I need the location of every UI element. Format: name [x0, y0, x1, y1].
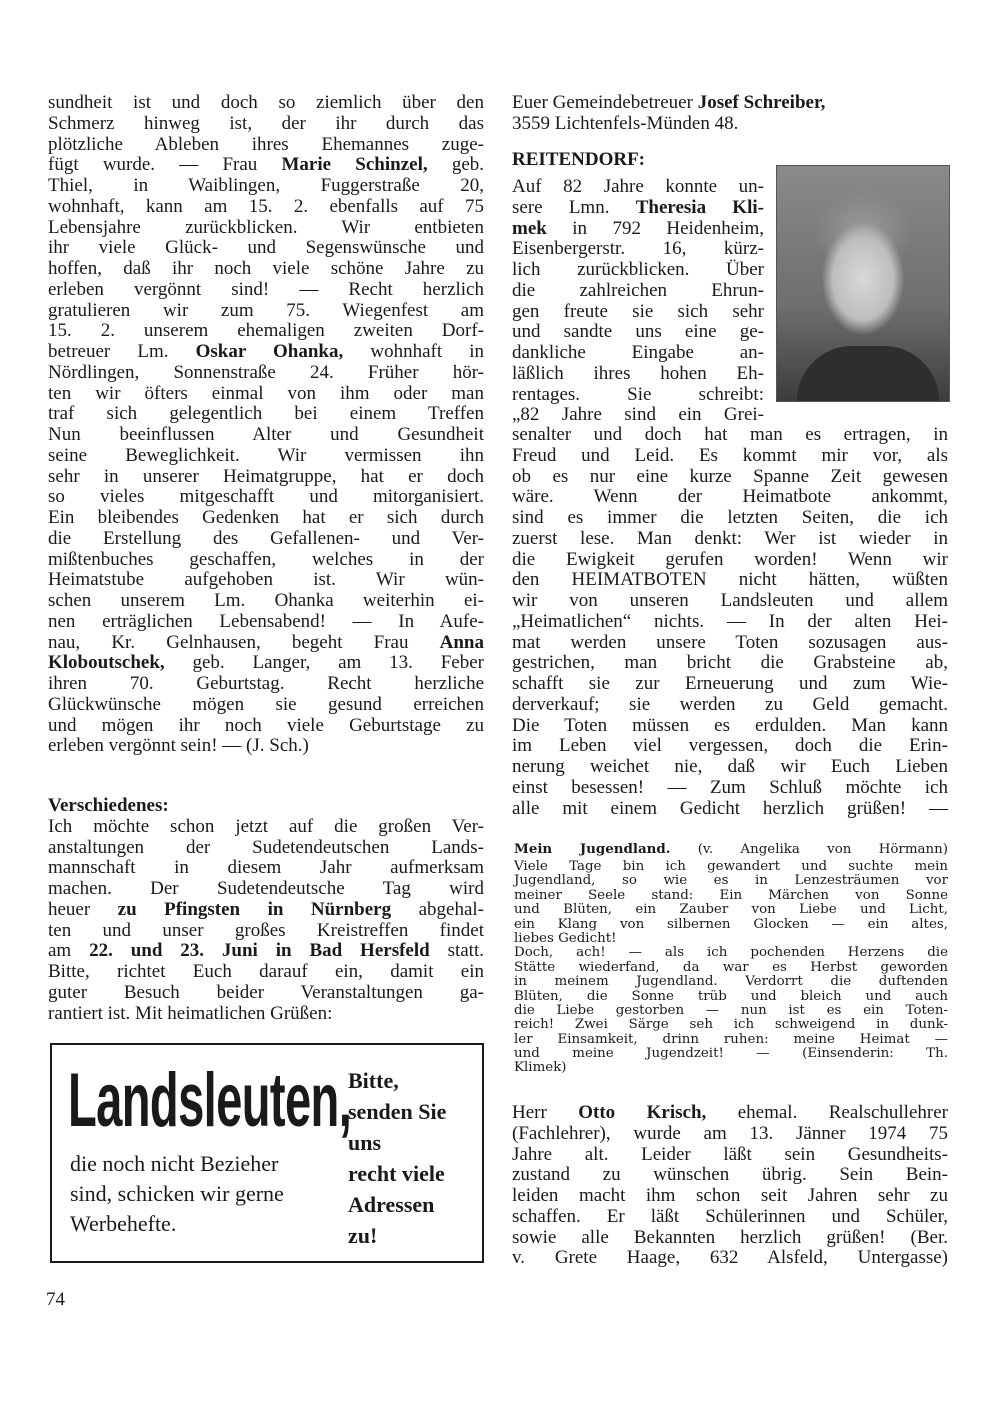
- text-line: ten und unser großes Kreistreffen findet: [48, 919, 484, 941]
- poem-stanza: [514, 860, 948, 946]
- bold-name: Marie Schinzel,: [281, 154, 428, 176]
- article-birthdays: [48, 93, 484, 757]
- article-reitendorf-letter: [512, 425, 948, 819]
- text-line: traf sich gelegentlich bei einem Treffen: [48, 403, 484, 425]
- text-line: Thiel, in Waiblingen, Fuggerstraße 20,: [48, 175, 484, 196]
- advert-request-line: senden Sie: [348, 1099, 447, 1124]
- poem-title-line: [514, 840, 948, 860]
- text-line: und sandte uns eine ge-: [512, 321, 764, 343]
- text-line: rentages. Sie schreibt:: [512, 383, 764, 405]
- text-line: dankliche Eingabe an-: [512, 342, 764, 363]
- text-line: läßlich ihres hohen Eh-: [512, 362, 764, 384]
- text-line: Bitte, richtet Euch darauf ein, damit ein: [48, 961, 484, 982]
- bold-name: Anna: [439, 631, 484, 653]
- text-line: sere Lmn. Theresia Kli-: [512, 196, 764, 218]
- left-column: [48, 93, 484, 1024]
- text-line: so vieles mitgeschafft und mitorganisiert.: [48, 486, 484, 508]
- advert-subtext: [70, 1149, 284, 1239]
- text-line: schafft sie zur Erneuerung und zum Wie-: [512, 673, 948, 694]
- text-line: liebes Gedicht!: [514, 930, 617, 946]
- text-line: Herr Otto Krisch, ehemal. Realschullehrer: [512, 1102, 948, 1123]
- text-line: Schmerz hinweg ist, der ihr durch das: [48, 112, 484, 134]
- text-line: den HEIMATBOTEN nicht hätten, wüßten: [512, 569, 948, 591]
- text-line: heuer zu Pfingsten in Nürnberg abgehal-: [48, 898, 484, 920]
- text-line: nerung weichet nie, daß wir Euch Lieben: [512, 756, 948, 777]
- poem-author: (v. Angelika von Hörmann): [697, 842, 948, 857]
- advert-request-line: Bitte,: [348, 1068, 399, 1093]
- text-line: wohnhaft, kann am 15. 2. ebenfalls auf 75: [48, 195, 484, 217]
- advert-request: [348, 1065, 446, 1251]
- article-reitendorf-intro: [512, 177, 764, 426]
- advert-request-line: uns: [348, 1130, 382, 1155]
- text-line: Freud und Leid. Es kommt mir vor, als: [512, 444, 948, 466]
- text-line: ob es nur eine kurze Spanne Zeit gewesen: [512, 465, 948, 487]
- bold-name: mek: [512, 217, 547, 239]
- text-line: Ich möchte schon jetzt auf die großen Ver-: [48, 815, 484, 837]
- text-line: mißtenbuches geschaffen, welches in der: [48, 548, 484, 570]
- text-line: Nun beeinflussen Alter und Gesundheit: [48, 424, 484, 445]
- text-line: (Fachlehrer), wurde am 13. Jänner 1974 75: [512, 1122, 948, 1144]
- text-line: schaffen. Er läßt Schülerinnen und Schüler,: [512, 1205, 948, 1227]
- text-line: betreuer Lm. Oskar Ohanka, wohnhaft in: [48, 341, 484, 362]
- text-line: gestrichen, man bricht die Grabsteine ab,: [512, 652, 948, 674]
- text-line: mek in 792 Heidenheim,: [512, 217, 764, 239]
- text-line: schen unserem Lm. Ohanka weiterhin ei-: [48, 590, 484, 611]
- text-line: Heimatstube aufgehoben ist. Wir wün-: [48, 569, 484, 591]
- text-line: 3559 Lichtenfels-Münden 48.: [512, 112, 739, 134]
- bold-name: Otto Krisch,: [578, 1102, 707, 1123]
- text-line: und meine Jugendzeit! — (Einsenderin: Th.: [514, 1046, 948, 1062]
- text-line: in meinem Jugendland. Verdorrt die duftenden: [514, 974, 948, 990]
- text-line: reich! Zwei Särge seh ich schweigend in dunk-: [514, 1017, 948, 1033]
- text-line: und mögen ihr noch viele Geburtstage zu: [48, 714, 484, 736]
- text-line: die Liebe gestorben — nun ist es ein Toten-: [514, 1002, 948, 1018]
- text-line: ler Einsamkeit, drinn ruhen: meine Heimat —: [514, 1031, 948, 1047]
- text-line: wir von unseren Landsleuten und allem: [512, 590, 948, 611]
- signature-block: [512, 93, 948, 135]
- text-line: ihren 70. Geburtstag. Recht herzliche: [48, 673, 484, 694]
- text-line: zuerst lese. Man denkt: Wer ist wieder in: [512, 527, 948, 549]
- text-line: senalter und doch hat man es ertragen, in: [512, 424, 948, 445]
- text-line: Euer Gemeindebetreuer Josef Schreiber,: [512, 92, 826, 113]
- advert-headline: Landsleuten,: [68, 1058, 352, 1143]
- poem-stanza: [514, 946, 948, 1076]
- bold-name: Theresia Kli-: [635, 196, 764, 218]
- bold-name: zu Pfingsten in Nürnberg: [117, 898, 392, 920]
- advert-request-line: recht viele: [348, 1161, 445, 1186]
- portrait-photo: [776, 165, 950, 402]
- text-line: Klimek): [514, 1060, 567, 1076]
- text-line: wäre. Wenn der Heimatbote ankommt,: [512, 486, 948, 508]
- text-line: Viele Tage bin ich gewandert und suchte mein: [514, 859, 948, 874]
- text-line: Nördlingen, Sonnenstraße 24. Früher hör-: [48, 361, 484, 383]
- text-line: Glückwünsche mögen sie gesund erreichen: [48, 693, 484, 715]
- text-line: Jahre alt. Leider läßt sein Gesundheits-: [512, 1143, 948, 1165]
- bold-name: Josef Schreiber,: [697, 92, 826, 113]
- text-line: fügt wurde. — Frau Marie Schinzel, geb.: [48, 154, 485, 176]
- text-line: guter Besuch beider Veranstaltungen ga-: [48, 981, 484, 1003]
- text-line: derverkauf; sie werden zu Geld gemacht.: [512, 693, 948, 715]
- text-line: Eisenbergerstr. 16, kürz-: [512, 238, 764, 260]
- text-line: die Erstellung des Gefallenen- und Ver-: [48, 527, 484, 549]
- text-line: am 22. und 23. Juni in Bad Hersfeld statt.: [48, 940, 484, 962]
- text-line: ihr viele Glück- und Segenswünsche und: [48, 237, 484, 259]
- text-line: hoffen, daß ihr noch viele schöne Jahre zu: [48, 258, 484, 279]
- page-number: 74: [46, 1289, 65, 1310]
- bold-name: Oskar Ohanka,: [195, 341, 344, 362]
- advert-request-line: Adressen: [348, 1192, 435, 1217]
- text-line: sehr in unserer Heimatgruppe, hat er doch: [48, 465, 484, 487]
- text-line: zustand zu wünschen übrig. Sein Bein-: [512, 1164, 948, 1186]
- text-line: anstaltungen der Sudetendeutschen Lands-: [48, 836, 484, 858]
- text-line: Die Toten müssen es erdulden. Man kann: [512, 714, 948, 736]
- text-line: gratulieren wir zum 75. Wiegenfest am: [48, 299, 484, 321]
- text-line: mat werden unsere Toten sozusagen aus-: [512, 631, 948, 653]
- text-line: Kloboutschek, geb. Langer, am 13. Feber: [48, 652, 484, 674]
- advert-sub-line: die noch nicht Bezieher: [70, 1151, 279, 1176]
- text-line: nen erträglichen Lebensabend! — In Aufe-: [48, 610, 484, 632]
- text-line: ein Klang von silbernen Glocken — ein altes,: [514, 916, 948, 932]
- text-line: „82 Jahre sind ein Grei-: [512, 404, 764, 426]
- text-line: Doch, ach! — als ich pochenden Herzens die: [514, 945, 948, 961]
- section-heading-reitendorf: REITENDORF:: [512, 149, 646, 170]
- text-line: im Leben viel vergessen, doch die Erin-: [512, 735, 948, 757]
- text-line: leiden macht ihm schon seit Jahren sehr zu: [512, 1185, 948, 1206]
- text-line: die zahlreichen Ehrun-: [512, 279, 764, 301]
- text-line: erleben vergönnt sein! — (J. Sch.): [48, 735, 309, 757]
- text-line: gen freute sie sich sehr: [512, 300, 764, 322]
- text-line: mannschaft in diesem Jahr aufmerksam: [48, 857, 484, 879]
- advert-sub-line: Werbehefte.: [70, 1211, 177, 1236]
- text-line: Auf 82 Jahre konnte un-: [512, 176, 764, 197]
- text-line: und Blüten, ein Zauber von Liebe und Licht,: [514, 902, 948, 918]
- text-line: sowie alle Bekannten herzlich grüßen! (Ber.: [512, 1226, 948, 1248]
- text-line: meiner Seele stand: Ein Märchen von Sonne: [514, 887, 948, 903]
- poem-title: Mein Jugendland.: [514, 841, 671, 857]
- text-line: einst besessen! — Zum Schluß möchte ich: [512, 776, 948, 798]
- text-line: 15. 2. unserem ehemaligen zweiten Dorf-: [48, 320, 484, 342]
- text-line: Jugendland, so wie es in Lenzesträumen vor: [514, 873, 948, 889]
- article-verschiedenes: [48, 817, 484, 1025]
- bold-name: 22. und 23. Juni in Bad Hersfeld: [89, 940, 430, 962]
- text-line: seine Beweglichkeit. Wir vermissen ihn: [48, 444, 484, 466]
- section-heading-verschiedenes: Verschiedenes:: [48, 795, 169, 816]
- text-line: Blüten, die Sonne trüb und bleich und auch: [514, 988, 948, 1004]
- text-line: rantiert ist. Mit heimatlichen Grüßen:: [48, 1002, 333, 1024]
- text-line: Ein bleibendes Gedenken hat er sich durch: [48, 507, 484, 528]
- advert-request-line: zu!: [348, 1223, 378, 1248]
- poem-mein-jugendland: [514, 840, 948, 1076]
- advert-box: [50, 1043, 484, 1263]
- text-line: Lebensjahre zurückblicken. Wir entbieten: [48, 216, 484, 238]
- text-line: machen. Der Sudetendeutsche Tag wird: [48, 878, 484, 899]
- text-line: „Heimatlichen“ nichts. — In der alten Hei-: [512, 610, 948, 632]
- text-line: plötzliche Ableben ihres Ehemannes zuge-: [48, 133, 484, 155]
- text-line: Stätte wiederfand, da war es Herbst geworden: [514, 959, 948, 975]
- text-line: lich zurückblicken. Über: [512, 259, 764, 280]
- text-line: sundheit ist und doch so ziemlich über den: [48, 92, 484, 113]
- text-line: nau, Kr. Gelnhausen, begeht Frau Anna: [48, 631, 484, 653]
- text-line: alle mit einem Gedicht herzlich grüßen! —: [512, 797, 948, 819]
- bold-name: Kloboutschek,: [48, 652, 165, 674]
- text-line: erleben vergönnt sind! — Recht herzlich: [48, 278, 484, 300]
- text-line: ten wir öfters einmal von ihm oder man: [48, 382, 484, 404]
- text-line: v. Grete Haage, 632 Alsfeld, Untergasse): [512, 1247, 948, 1269]
- advert-sub-line: sind, schicken wir gerne: [70, 1181, 284, 1206]
- text-line: die Ewigkeit gerufen worden! Wenn wir: [512, 548, 948, 570]
- article-otto-krisch: [512, 1103, 948, 1269]
- text-line: sind es immer die letzten Seiten, die ich: [512, 507, 948, 528]
